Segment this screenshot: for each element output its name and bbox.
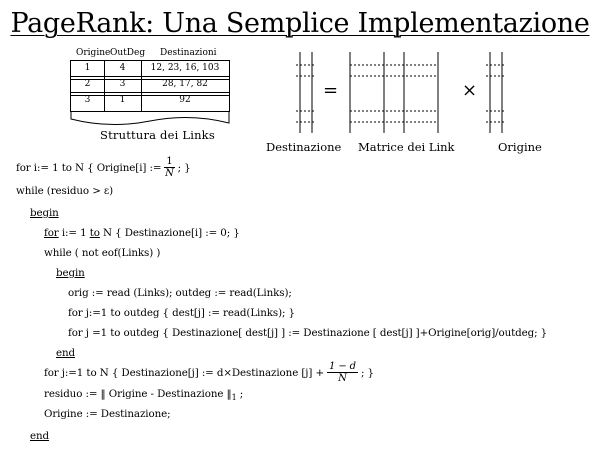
cell-origin: 1 [84,63,91,73]
equals-sign: = [323,80,339,101]
code-line-while: while (residuo > ε) [16,185,114,197]
cell-origin: 2 [84,79,91,89]
links-table-caption: Struttura dei Links [100,128,215,142]
page-title: PageRank: Una Semplice Implementazione [10,8,590,39]
code-line-end: end [30,430,50,442]
label-matrice: Matrice dei Link [358,140,455,154]
code-line-read: orig := read (Links); outdeg := read(Links); [68,287,292,299]
times-sign: × [462,80,478,101]
code-line-end-inner: end [56,347,76,359]
cell-outdeg: 4 [119,63,126,73]
code-line-init: for i:= 1 to N { Origine[i] := $\frac{1}{N}$ ; } [16,156,191,179]
cell-origin: 3 [84,95,91,105]
fraction-one-minus-d-over-n: $\frac{1 - d}{N}$ [328,361,356,384]
header-origine: Origine [76,48,111,58]
destination-vector [296,52,316,133]
cell-outdeg: 3 [119,79,126,89]
label-origine: Origine [498,140,542,154]
code-line-damping: for j:=1 to N { Destinazione[j] := d×Destinazione [j] + $\frac{1 - d}{N}$ ; } [44,361,374,384]
code-line-swap: Origine := Destinazione; [44,408,171,420]
code-line-while-eof: while ( not eof(Links) ) [44,247,161,259]
header-outdeg: OutDeg [110,48,146,58]
code-line-begin: begin [30,207,59,219]
fraction-one-over-n: $\frac{1}{N}$ [165,156,174,179]
code-line-accumulate: for j =1 to outdeg { Destinazione[ dest[j] ] := Destinazione [ dest[j] ]+Origine[orig]/outdeg; } [68,327,548,339]
header-destinazioni: Destinazioni [160,48,217,58]
code-line-residuo: residuo := ‖ Origine - Destinazione $‖_1$ ; [44,388,244,403]
link-matrix [350,52,438,133]
cell-dest: 12, 23, 16, 103 [150,63,220,73]
cell-dest: 28, 17, 82 [162,79,208,89]
label-destinazione: Destinazione [266,140,342,154]
code-line-begin-inner: begin [56,267,85,279]
code-line-read-dest: for j:=1 to outdeg { dest[j] := read(Links); } [68,307,296,319]
origin-vector [486,52,506,133]
code-line-reset: for i:= 1 to N { Destinazione[i] := 0; } [44,227,240,239]
cell-outdeg: 1 [119,95,126,105]
cell-dest: 92 [179,95,191,105]
